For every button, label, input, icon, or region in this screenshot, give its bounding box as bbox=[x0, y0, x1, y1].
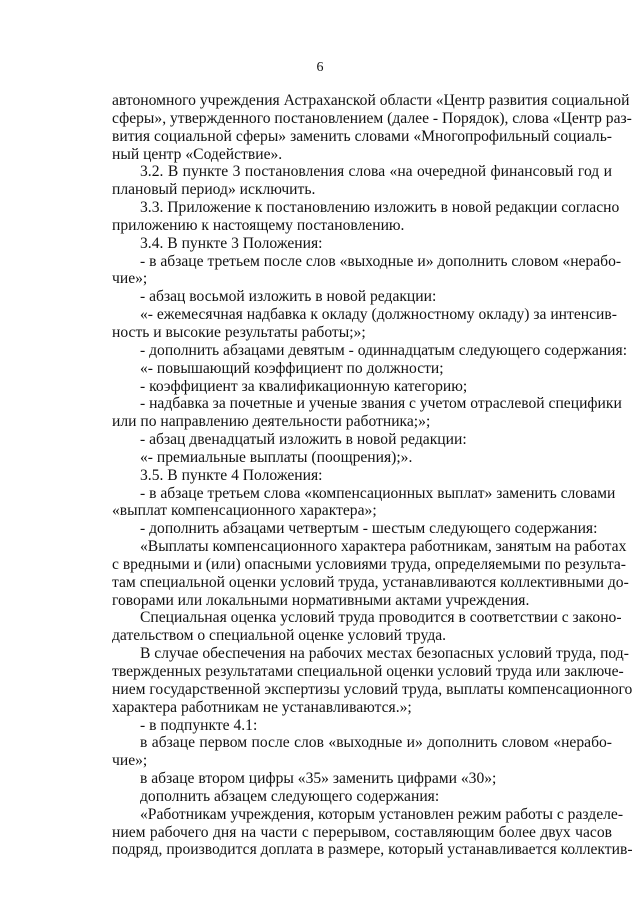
text-line: плановый период» исключить. bbox=[112, 181, 316, 199]
text-line: или по направлению деятельности работника;»; bbox=[112, 413, 431, 431]
text-line: подряд, производится доплата в размере, который устанавливается коллектив- bbox=[112, 841, 633, 859]
text-line: - дополнить абзацами четвертым - шестым следующего содержания: bbox=[140, 520, 598, 538]
text-line: в абзаце первом после слов «выходные и» дополнить словом «нерабо- bbox=[140, 734, 612, 752]
text-line: 3.5. В пункте 4 Положения: bbox=[140, 466, 323, 484]
text-line: ный центр «Содействие». bbox=[112, 145, 283, 163]
text-line: сферы», утвержденного постановлением (далее - Порядок), слова «Центр раз- bbox=[112, 109, 632, 127]
text-line: приложению к настоящему постановлению. bbox=[112, 216, 405, 234]
text-line: - надбавка за почетные и ученые звания с учетом отраслевой специфики bbox=[140, 395, 622, 413]
text-line: чие»; bbox=[112, 270, 148, 288]
text-line: вития социальной сферы» заменить словами «Многопрофильный социаль- bbox=[112, 127, 612, 145]
text-line: - дополнить абзацами девятым - одиннадцатым следующего содержания: bbox=[140, 341, 628, 359]
text-line: «выплат компенсационного характера»; bbox=[112, 502, 377, 520]
text-line: там специальной оценки условий труда, устанавливаются коллективными до- bbox=[112, 573, 629, 591]
text-line: В случае обеспечения на рабочих местах безопасных условий труда, под- bbox=[140, 645, 629, 663]
text-line: - абзац двенадцатый изложить в новой редакции: bbox=[140, 431, 467, 449]
text-line: автономного учреждения Астраханской области «Центр развития социальной bbox=[112, 92, 630, 109]
text-line: нием рабочего дня на части с перерывом, составляющим более двух часов bbox=[112, 823, 612, 841]
text-line: - в абзаце третьем после слов «выходные и» дополнить словом «нерабо- bbox=[140, 252, 622, 270]
text-line: дополнить абзацем следующего содержания: bbox=[140, 787, 440, 805]
text-line: 3.2. В пункте 3 постановления слова «на очередной финансовый год и bbox=[140, 163, 612, 181]
text-line: - коэффициент за квалификационную категорию; bbox=[140, 377, 468, 395]
text-line: Специальная оценка условий труда проводится в соответствии с законо- bbox=[140, 609, 622, 627]
text-line: «- повышающий коэффициент по должности; bbox=[140, 359, 444, 377]
text-line: с вредными и (или) опасными условиями труда, определяемыми по результа- bbox=[112, 555, 626, 573]
text-line: чие»; bbox=[112, 752, 148, 770]
text-line: - в абзаце третьем слова «компенсационных выплат» заменить словами bbox=[140, 484, 616, 502]
text-line: 3.4. В пункте 3 Положения: bbox=[140, 234, 323, 252]
text-line: в абзаце втором цифры «35» заменить цифрами «30»; bbox=[140, 770, 497, 788]
text-line: «- премиальные выплаты (поощрения);». bbox=[140, 448, 413, 466]
text-line: 3.3. Приложение к постановлению изложить в новой редакции согласно bbox=[140, 199, 620, 217]
text-line: - абзац восьмой изложить в новой редакции: bbox=[140, 288, 437, 306]
page-number: 6 bbox=[316, 60, 324, 75]
text-line: «Выплаты компенсационного характера работникам, занятым на работах bbox=[140, 538, 627, 556]
text-line: твержденных результатами специальной оценки условий труда или заключе- bbox=[112, 663, 624, 680]
text-line: нием государственной экспертизы условий труда, выплаты компенсационного bbox=[112, 680, 633, 698]
document-body bbox=[112, 92, 633, 859]
text-line: ность и высокие результаты работы;»; bbox=[112, 323, 366, 341]
text-line: дательством о специальной оценке условий труда. bbox=[112, 627, 447, 645]
text-line: «Работникам учреждения, которым установлен режим работы с разделе- bbox=[140, 805, 624, 823]
text-line: - в подпункте 4.1: bbox=[140, 716, 258, 734]
text-line: говорами или локальными нормативными актами учреждения. bbox=[112, 591, 530, 609]
text-line: «- ежемесячная надбавка к окладу (должностному окладу) за интенсив- bbox=[140, 306, 617, 324]
text-line: характера работникам не устанавливаются.»; bbox=[112, 698, 412, 716]
